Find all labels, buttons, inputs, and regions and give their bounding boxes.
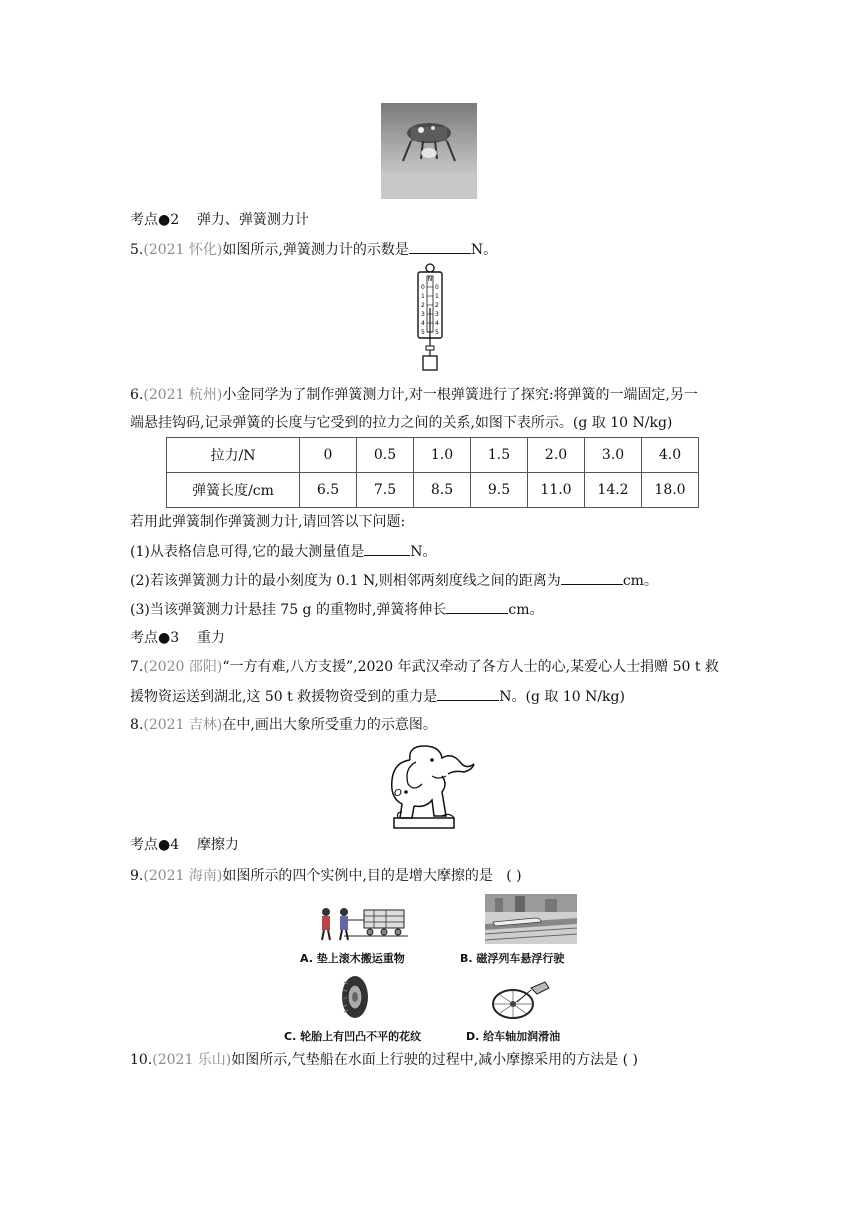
- question-number: 10.: [130, 1052, 153, 1068]
- scale-tick-right: 2: [435, 302, 439, 309]
- table-cell: 0.5: [357, 438, 414, 473]
- lander-photo: [381, 103, 477, 199]
- section-title: 摩擦力: [196, 837, 239, 853]
- table-cell: 2.0: [528, 438, 585, 473]
- elephant-figure: [380, 740, 480, 832]
- spring-scale-figure: [410, 262, 450, 372]
- table-cell: 7.5: [357, 473, 414, 508]
- option-b-image: [485, 894, 577, 944]
- question-6-line-2: [130, 413, 672, 433]
- section-title: 重力: [196, 630, 225, 646]
- scale-tick-left: 5: [421, 329, 425, 336]
- question-text: “一方有难,八方支援”,2020 年武汉牵动了各方人士的心,某爱心人士捐赠 50 t 救: [222, 659, 719, 675]
- question-6-part-2: [130, 570, 658, 591]
- question-7-line-1: [130, 657, 719, 677]
- question-text-unit: N。: [470, 242, 498, 258]
- question-number: 5.: [130, 242, 144, 258]
- question-5: [130, 239, 497, 260]
- question-source: (2021 海南): [143, 868, 223, 884]
- question-source: (2021 吉林): [143, 717, 223, 733]
- question-7-line-2: [130, 686, 625, 707]
- answer-bracket[interactable]: ( ): [506, 868, 522, 884]
- question-text: 小金同学为了制作弹簧测力计,对一根弹簧进行了探究:将弹簧的一端固定,另一: [222, 387, 698, 403]
- table-cell: 11.0: [528, 473, 585, 508]
- question-source: (2021 怀化): [143, 242, 223, 258]
- question-8: [130, 715, 437, 735]
- answer-blank[interactable]: [446, 599, 508, 614]
- section-heading-4: [130, 835, 239, 855]
- section-title: 弹力、弹簧测力计: [196, 212, 309, 228]
- question-number: 9.: [130, 868, 144, 884]
- question-text: 援物资运送到湖北,这 50 t 救援物资受到的重力是: [130, 689, 438, 705]
- table-cell: 1.5: [471, 438, 528, 473]
- question-6-part-1: [130, 541, 437, 562]
- option-d-caption[interactable]: D. 给车轴加润滑油: [466, 1030, 561, 1043]
- question-text: 如图所示,弹簧测力计的示数是: [222, 242, 409, 258]
- table-row: [167, 438, 699, 473]
- table-cell: 9.5: [471, 473, 528, 508]
- table-cell: 18.0: [642, 473, 699, 508]
- question-text: (2)若该弹簧测力计的最小刻度为 0.1 N,则相邻两刻度线之间的距离为: [130, 573, 561, 589]
- question-source: (2021 杭州): [143, 387, 223, 403]
- question-text: 在中,画出大象所受重力的示意图。: [222, 717, 437, 733]
- scale-tick-left: 0: [421, 284, 425, 291]
- option-a-caption[interactable]: A. 垫上滚木搬运重物: [300, 952, 405, 965]
- scale-tick-left: 4: [421, 320, 425, 327]
- scale-tick-right: 0: [435, 284, 439, 291]
- question-text-unit: cm。: [508, 602, 544, 618]
- table-cell: 14.2: [585, 473, 642, 508]
- question-number: 8.: [130, 717, 144, 733]
- option-c-image: [340, 974, 370, 1020]
- option-a-image: [314, 904, 410, 944]
- answer-blank[interactable]: [561, 570, 623, 585]
- question-6-intro: [130, 512, 405, 532]
- scale-tick-right: 5: [435, 329, 439, 336]
- table-cell: 6.5: [300, 473, 357, 508]
- question-number: 7.: [130, 659, 144, 675]
- question-9: [130, 866, 522, 886]
- section-heading-3: [130, 628, 225, 648]
- table-header-cell: 弹簧长度/cm: [167, 473, 300, 508]
- scale-tick-left: 1: [421, 293, 425, 300]
- question-text: (3)当该弹簧测力计悬挂 75 g 的重物时,弹簧将伸长: [130, 602, 447, 618]
- table-header-cell: 拉力/N: [167, 438, 300, 473]
- scale-tick-left: 2: [421, 302, 425, 309]
- answer-bracket[interactable]: ( ): [622, 1052, 639, 1068]
- question-text-unit: N。(g 取 10 N/kg): [499, 689, 625, 705]
- table-cell: 1.0: [414, 438, 471, 473]
- question-text: 如图所示,气垫船在水面上行驶的过程中,减小摩擦采用的方法是: [231, 1052, 619, 1068]
- question-10: [130, 1050, 638, 1070]
- table-cell: 4.0: [642, 438, 699, 473]
- question-text: 端悬挂钩码,记录弹簧的长度与它受到的拉力之间的关系,如图下表所示。(g 取 10 N/kg): [130, 415, 673, 431]
- section-heading-2: [130, 210, 309, 230]
- answer-blank[interactable]: [409, 239, 471, 254]
- scale-tick-right: 1: [435, 293, 439, 300]
- table-cell: 8.5: [414, 473, 471, 508]
- scale-tick-left: 3: [421, 311, 425, 318]
- section-label: 考点●2: [130, 212, 180, 228]
- data-table: [166, 437, 699, 508]
- answer-blank[interactable]: [364, 541, 410, 556]
- question-6-line-1: [130, 385, 698, 405]
- question-text: 如图所示的四个实例中,目的是增大摩擦的是: [222, 868, 493, 884]
- answer-blank[interactable]: [437, 686, 499, 701]
- option-b-caption[interactable]: B. 磁浮列车悬浮行驶: [460, 952, 565, 965]
- scale-unit-label: N: [427, 276, 433, 283]
- center-of-gravity-label: O: [394, 788, 402, 799]
- scale-tick-right: 4: [435, 320, 439, 327]
- section-label: 考点●3: [130, 630, 180, 646]
- question-text: (1)从表格信息可得,它的最大测量值是: [130, 544, 365, 560]
- question-text-unit: cm。: [622, 573, 658, 589]
- table-row: [167, 473, 699, 508]
- scale-tick-right: 3: [435, 311, 439, 318]
- question-text: 若用此弹簧制作弹簧测力计,请回答以下问题:: [130, 514, 406, 530]
- option-d-image: [487, 978, 553, 1022]
- table-cell: 3.0: [585, 438, 642, 473]
- question-source: (2020 邵阳): [143, 659, 223, 675]
- question-source: (2021 乐山): [152, 1052, 232, 1068]
- section-label: 考点●4: [130, 837, 180, 853]
- option-c-caption[interactable]: C. 轮胎上有凹凸不平的花纹: [284, 1030, 422, 1043]
- question-6-part-3: [130, 599, 544, 620]
- question-number: 6.: [130, 387, 144, 403]
- table-cell: 0: [300, 438, 357, 473]
- question-text-unit: N。: [410, 544, 437, 560]
